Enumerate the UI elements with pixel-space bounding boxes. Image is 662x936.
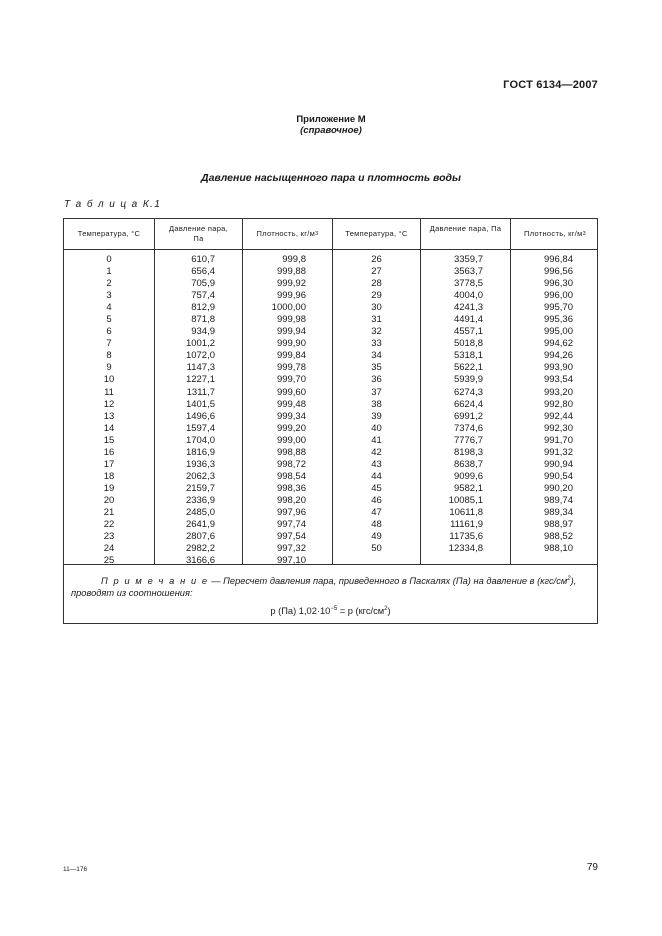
table-label: Т а б л и ц а К.1 — [64, 199, 162, 210]
formula-exponent: −5 — [330, 606, 338, 612]
table-cell-temperature: 42 — [371, 446, 382, 458]
table-cell-temperature: 7 — [106, 338, 112, 350]
table-cell-density: 989,74 — [543, 494, 573, 506]
table-cell-pressure: 9099,6 — [453, 470, 483, 482]
table-cell-temperature: 11 — [104, 386, 114, 398]
column-density-right — [511, 254, 573, 555]
table-cell-pressure: 5318,1 — [453, 350, 483, 362]
table-cell-pressure: 6624,4 — [453, 398, 483, 410]
table-cell-pressure: 7776,7 — [453, 434, 483, 446]
table-cell-density: 999,70 — [276, 374, 306, 386]
header-divider — [64, 249, 597, 250]
annex-title: Приложение М — [296, 114, 366, 125]
table-cell-density: 996,56 — [543, 266, 573, 278]
table-cell-pressure: 4557,1 — [453, 326, 483, 338]
table-cell-temperature: 28 — [371, 278, 382, 290]
table-cell-density: 990,20 — [543, 482, 573, 494]
table-cell-pressure: 934,9 — [191, 326, 215, 338]
table-cell-pressure: 3166,6 — [185, 555, 215, 567]
header-density-2 — [511, 219, 599, 249]
table-cell-temperature: 13 — [103, 410, 115, 422]
header-temperature-2: Температура, °С — [345, 229, 408, 238]
table-cell-temperature: 3 — [106, 290, 112, 302]
table-cell-pressure: 610,7 — [191, 254, 215, 265]
table-cell-temperature: 39 — [371, 410, 382, 422]
table-cell-pressure: 1936,3 — [185, 458, 215, 470]
formula-part-a: p (Па) 1,02·10 — [270, 606, 331, 617]
table-cell-temperature: 21 — [103, 506, 115, 518]
table-cell-temperature: 10 — [103, 374, 115, 386]
table-cell-density: 992,30 — [543, 422, 573, 434]
table-cell-temperature: 29 — [371, 290, 382, 302]
table-cell-pressure: 2807,6 — [185, 531, 215, 543]
table-cell-temperature: 2 — [106, 278, 112, 290]
table-cell-density: 999,8 — [282, 254, 306, 265]
annex-subtitle: (справочное) — [300, 125, 362, 136]
table-cell-density: 999,98 — [276, 314, 306, 326]
table-cell-density: 988,10 — [543, 543, 573, 555]
table-cell-pressure: 11161,9 — [450, 519, 483, 531]
table-cell-density: 998,36 — [276, 482, 306, 494]
table-cell-temperature: 15 — [103, 434, 115, 446]
formula-superscript: 2 — [384, 606, 388, 612]
table-note — [71, 573, 590, 599]
column-pressure-right — [421, 254, 483, 555]
table-cell-density: 991,32 — [543, 446, 573, 458]
table-cell-pressure: 2641,9 — [185, 519, 215, 531]
table-cell-density: 999,00 — [276, 434, 306, 446]
table-cell-density: 999,78 — [276, 362, 306, 374]
table-cell-density: 988,52 — [543, 531, 573, 543]
header-density-superscript: 3 — [315, 231, 319, 237]
table-cell-pressure: 3359,7 — [453, 254, 483, 265]
table-cell-pressure: 1816,9 — [185, 446, 215, 458]
table-cell-pressure: 4491,4 — [453, 314, 483, 326]
header-temperature: Температура, °С — [77, 229, 141, 238]
header-density-superscript: 3 — [582, 231, 586, 237]
table-cell-pressure: 6274,3 — [453, 386, 483, 398]
table-cell-temperature: 32 — [371, 326, 382, 338]
table-cell-pressure: 2159,7 — [185, 482, 215, 494]
table-cell-density: 999,20 — [276, 422, 306, 434]
table-cell-pressure: 1401,5 — [185, 398, 215, 410]
print-code: 11—176 — [63, 866, 88, 873]
table-cell-density: 998,54 — [276, 470, 306, 482]
table-cell-density: 993,20 — [543, 386, 573, 398]
table-cell-density: 999,90 — [276, 338, 306, 350]
table-cell-temperature: 34 — [371, 350, 382, 362]
table-cell-density: 994,26 — [543, 350, 573, 362]
table-cell-temperature: 24 — [103, 543, 115, 555]
table-cell-temperature: 14 — [103, 422, 115, 434]
formula-part-c: ) — [387, 606, 391, 617]
table-cell-density: 1000,00 — [271, 302, 306, 314]
table-cell-density: 998,20 — [276, 494, 306, 506]
table-cell-density: 997,54 — [276, 531, 306, 543]
table-cell-pressure: 10611,8 — [449, 506, 483, 518]
table-cell-pressure: 8198,3 — [453, 446, 483, 458]
table-cell-temperature: 31 — [371, 314, 382, 326]
table-cell-pressure: 656,4 — [191, 266, 215, 278]
table-cell-temperature: 25 — [103, 555, 115, 567]
table-cell-pressure: 1704,0 — [185, 434, 215, 446]
table-cell-density: 992,80 — [543, 398, 573, 410]
table-cell-density: 999,34 — [276, 410, 306, 422]
table-cell-temperature: 30 — [371, 302, 382, 314]
column-temperature-right — [333, 254, 420, 555]
table-cell-pressure: 2062,3 — [185, 470, 215, 482]
table-cell-density: 993,90 — [543, 362, 573, 374]
table-cell-density: 999,94 — [276, 326, 306, 338]
table-cell-temperature: 44 — [371, 470, 382, 482]
table-cell-temperature: 26 — [371, 254, 382, 265]
table-cell-temperature: 20 — [103, 494, 115, 506]
data-table — [63, 218, 598, 624]
table-cell-temperature: 17 — [103, 458, 115, 470]
table-cell-pressure: 757,4 — [191, 290, 215, 302]
table-cell-temperature: 49 — [371, 531, 382, 543]
table-cell-pressure: 6991,2 — [453, 410, 483, 422]
table-cell-temperature: 27 — [371, 266, 382, 278]
table-cell-temperature: 6 — [106, 326, 112, 338]
table-cell-density: 997,32 — [276, 543, 306, 555]
table-cell-density: 999,84 — [276, 350, 306, 362]
header-pressure: Давление пара, Па — [168, 224, 229, 243]
table-cell-temperature: 0 — [106, 254, 112, 265]
column-pressure-left — [155, 254, 215, 567]
section-title: Давление насыщенного пара и плотность воды — [200, 172, 461, 184]
table-cell-temperature: 43 — [371, 458, 382, 470]
table-cell-pressure: 1597,4 — [185, 422, 215, 434]
note-prefix: П р и м е ч а н и е — [101, 576, 209, 587]
table-cell-pressure: 9582,1 — [453, 482, 483, 494]
table-cell-pressure: 4004,0 — [453, 290, 483, 302]
table-cell-density: 991,70 — [543, 434, 573, 446]
table-cell-temperature: 35 — [371, 362, 382, 374]
table-cell-temperature: 9 — [106, 362, 112, 374]
table-cell-temperature: 16 — [103, 446, 115, 458]
table-cell-density: 998,88 — [276, 446, 306, 458]
table-cell-pressure: 1496,6 — [185, 410, 215, 422]
note-superscript: 2 — [567, 576, 571, 582]
column-temperature-left — [64, 254, 154, 567]
table-cell-density: 995,00 — [543, 326, 573, 338]
table-cell-pressure: 1311,7 — [186, 386, 215, 398]
table-cell-pressure: 7374,6 — [453, 422, 483, 434]
table-cell-temperature: 1 — [106, 266, 112, 278]
table-cell-pressure: 2485,0 — [185, 506, 215, 518]
table-cell-temperature: 47 — [371, 506, 382, 518]
note-text: — Пересчет давления пара, приведенного в Паскалях (Па) на давление в (кгс/см — [208, 576, 568, 587]
table-cell-pressure: 1147,3 — [186, 362, 215, 374]
table-cell-density: 999,88 — [276, 266, 306, 278]
table-cell-temperature: 40 — [371, 422, 382, 434]
table-cell-density: 989,34 — [543, 506, 573, 518]
table-cell-temperature: 33 — [371, 338, 382, 350]
header-density — [243, 219, 332, 249]
table-cell-density: 992,44 — [543, 410, 573, 422]
table-cell-temperature: 48 — [371, 519, 382, 531]
table-cell-density: 999,92 — [276, 278, 306, 290]
header-pressure-2: Давление пара, Па — [429, 224, 502, 233]
formula-part-b: = p (кгс/см — [337, 606, 385, 617]
page-number: 79 — [586, 862, 598, 873]
table-cell-temperature: 37 — [371, 386, 382, 398]
conversion-formula — [64, 606, 597, 616]
table-cell-pressure: 5622,1 — [453, 362, 483, 374]
table-cell-pressure: 2982,2 — [185, 543, 215, 555]
table-cell-pressure: 4241,3 — [453, 302, 483, 314]
table-cell-pressure: 1072,0 — [185, 350, 215, 362]
table-cell-pressure: 1001,2 — [185, 338, 215, 350]
table-cell-density: 990,54 — [543, 470, 573, 482]
table-cell-pressure: 11735,6 — [449, 531, 483, 543]
table-cell-temperature: 18 — [103, 470, 115, 482]
table-cell-pressure: 3563,7 — [453, 266, 483, 278]
table-cell-pressure: 8638,7 — [453, 458, 483, 470]
table-cell-density: 995,36 — [543, 314, 573, 326]
table-cell-pressure: 10085,1 — [448, 494, 483, 506]
table-cell-density: 998,72 — [276, 458, 306, 470]
table-cell-temperature: 8 — [106, 350, 112, 362]
table-cell-pressure: 3778,5 — [453, 278, 483, 290]
table-cell-density: 988,97 — [543, 519, 573, 531]
table-cell-temperature: 38 — [371, 398, 382, 410]
table-cell-density: 995,70 — [543, 302, 573, 314]
table-cell-temperature: 50 — [371, 543, 382, 555]
note-text-end: ), проводят из соотношения: — [71, 576, 577, 599]
table-cell-temperature: 41 — [371, 434, 382, 446]
table-cell-density: 999,60 — [276, 386, 306, 398]
table-cell-density: 996,00 — [543, 290, 573, 302]
table-cell-temperature: 5 — [106, 314, 112, 326]
table-cell-pressure: 705,9 — [191, 278, 215, 290]
standard-number: ГОСТ 6134—2007 — [503, 79, 598, 91]
table-cell-pressure: 5018,8 — [453, 338, 483, 350]
table-cell-pressure: 12334,8 — [448, 543, 483, 555]
table-cell-density: 990,94 — [543, 458, 573, 470]
table-cell-density: 996,84 — [543, 254, 573, 265]
table-cell-pressure: 812,9 — [191, 302, 215, 314]
table-cell-density: 999,96 — [276, 290, 306, 302]
table-cell-pressure: 871,8 — [191, 314, 215, 326]
column-density-left — [243, 254, 306, 567]
table-cell-temperature: 36 — [371, 374, 382, 386]
table-cell-density: 994,62 — [543, 338, 573, 350]
table-cell-density: 997,74 — [276, 519, 306, 531]
table-cell-density: 999,48 — [276, 398, 306, 410]
table-cell-temperature: 12 — [103, 398, 115, 410]
table-cell-density: 997,96 — [276, 506, 306, 518]
table-cell-density: 996,30 — [543, 278, 573, 290]
table-cell-pressure: 2336,9 — [185, 494, 215, 506]
table-cell-temperature: 4 — [106, 302, 112, 314]
table-cell-density: 993,54 — [543, 374, 573, 386]
table-cell-pressure: 1227,1 — [185, 374, 215, 386]
table-cell-temperature: 45 — [371, 482, 382, 494]
table-cell-density: 997,10 — [276, 555, 306, 567]
table-cell-temperature: 22 — [103, 519, 115, 531]
header-density-label: Плотность, кг/м — [256, 229, 316, 238]
table-cell-temperature: 19 — [103, 482, 115, 494]
header-density-label: Плотность, кг/м — [524, 229, 583, 238]
table-cell-temperature: 46 — [371, 494, 382, 506]
table-cell-pressure: 5939,9 — [453, 374, 483, 386]
table-cell-temperature: 23 — [103, 531, 115, 543]
